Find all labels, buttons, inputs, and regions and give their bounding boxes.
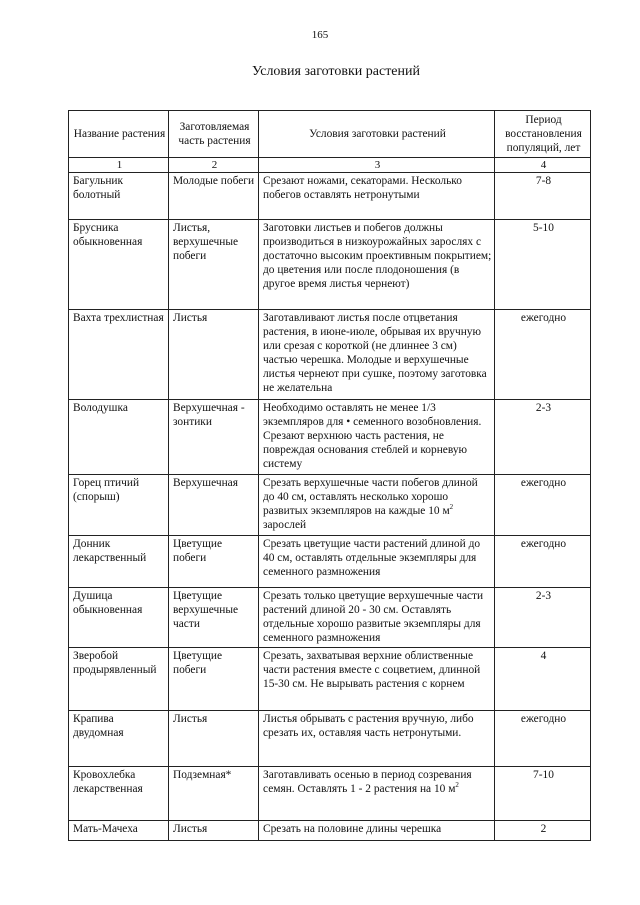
plant-name: Крапива двудомная [69,711,169,767]
plant-name: Душица обыкновенная [69,588,169,648]
harvest-conditions: Заготавливают листья после отцветания растения, в июне-июле, обрывая их вручную или срезая с короткой (не длиннее 3 см) частью черешка. Молодые и верхушечные листья чернеют при сушке, поэтому заготовка не желательна [259,310,495,400]
conditions-text: Срезать верхушечные части побегов длиной до 40 см, оставлять несколько хорошо развитых экземпляров на каждые 10 м [263,477,478,517]
plant-name: Володушка [69,400,169,475]
table-row [69,220,591,310]
plant-name: Донник лекарственный [69,536,169,588]
superscript: 2 [455,781,459,790]
harvested-part: Цветущие побеги [169,648,259,711]
harvest-conditions: Срезать на половине длины черешка [259,821,495,841]
recovery-period: ежегодно [495,475,591,536]
harvested-part: Листья, верхушечные побеги [169,220,259,310]
harvested-part: Молодые побеги [169,173,259,220]
table-row [69,400,591,475]
column-number: 3 [259,158,495,173]
harvest-conditions: Срезать цветущие части растений длиной до 40 см, оставлять отдельные экземпляры для семенного размножения [259,536,495,588]
plant-name: Вахта трехлистная [69,310,169,400]
table-row [69,648,591,711]
recovery-period: 7-10 [495,767,591,821]
recovery-period: ежегодно [495,536,591,588]
table-row [69,173,591,220]
harvest-conditions [259,767,495,821]
harvested-part: Верхушечная [169,475,259,536]
harvested-part: Цветущие верхушечные части [169,588,259,648]
plant-harvest-table [68,110,591,841]
page-number: 165 [311,29,329,41]
table-header-row [69,111,591,158]
harvest-conditions: Срезают ножами, секаторами. Несколько побегов оставлять нетронутыми [259,173,495,220]
recovery-period: 7-8 [495,173,591,220]
header-harvested-part: Заготовляемая часть растения [169,111,259,158]
column-number: 2 [169,158,259,173]
column-number: 1 [69,158,169,173]
conditions-text: Заготавливать осенью в период созревания семян. Оставлять 1 - 2 растения на 10 м [263,769,472,795]
table-row [69,475,591,536]
harvested-part: Верхушечная - зонтики [169,400,259,475]
table-row [69,711,591,767]
table-row [69,767,591,821]
column-number-row [69,158,591,173]
table-row [69,536,591,588]
harvested-part: Листья [169,821,259,841]
harvest-conditions: Необходимо оставлять не менее 1/3 экземпляров для • семенного возобновления. Срезают верхнюю часть растения, не повреждая основания стеблей и корневую систему [259,400,495,475]
table-row [69,588,591,648]
page-title: Условия заготовки растений [252,64,420,79]
plant-name: Багульник болотный [69,173,169,220]
plant-name: Брусника обыкновенная [69,220,169,310]
harvested-part: Листья [169,310,259,400]
harvest-conditions [259,475,495,536]
plant-name: Мать-Мачеха [69,821,169,841]
harvested-part: Цветущие побеги [169,536,259,588]
plant-name: Горец птичий (спорыш) [69,475,169,536]
recovery-period: ежегодно [495,310,591,400]
recovery-period: 5-10 [495,220,591,310]
header-recovery-period: Период восстановления популяций, лет [495,111,591,158]
harvest-conditions: Листья обрывать с растения вручную, либо срезать их, оставляя часть нетронутыми. [259,711,495,767]
recovery-period: 2-3 [495,588,591,648]
harvest-conditions: Заготовки листьев и побегов должны производиться в низкоурожайных зарослях с достаточно высоким проективным покрытием; до цветения или после плодоношения (в другое время листья чернеют) [259,220,495,310]
recovery-period: ежегодно [495,711,591,767]
recovery-period: 2-3 [495,400,591,475]
table-row [69,821,591,841]
plant-name: Зверобой продырявленный [69,648,169,711]
header-conditions: Условия заготовки растений [259,111,495,158]
column-number: 4 [495,158,591,173]
harvested-part: Листья [169,711,259,767]
table-row [69,310,591,400]
harvest-conditions: Срезать, захватывая верхние облиственные части растения вместе с соцветием, длинной 15-30 см. Не вырывать растения с корнем [259,648,495,711]
recovery-period: 4 [495,648,591,711]
superscript: 2 [449,503,454,512]
plant-name: Кровохлебка лекарственная [69,767,169,821]
harvested-part: Подземная* [169,767,259,821]
harvest-conditions: Срезать только цветущие верхушечные части растений длиной 20 - 30 см. Оставлять отдельные хорошо развитые экземпляры для семенного размножения [259,588,495,648]
recovery-period: 2 [495,821,591,841]
header-plant-name: Название растения [69,111,169,158]
conditions-text-tail: зарослей [263,519,307,531]
